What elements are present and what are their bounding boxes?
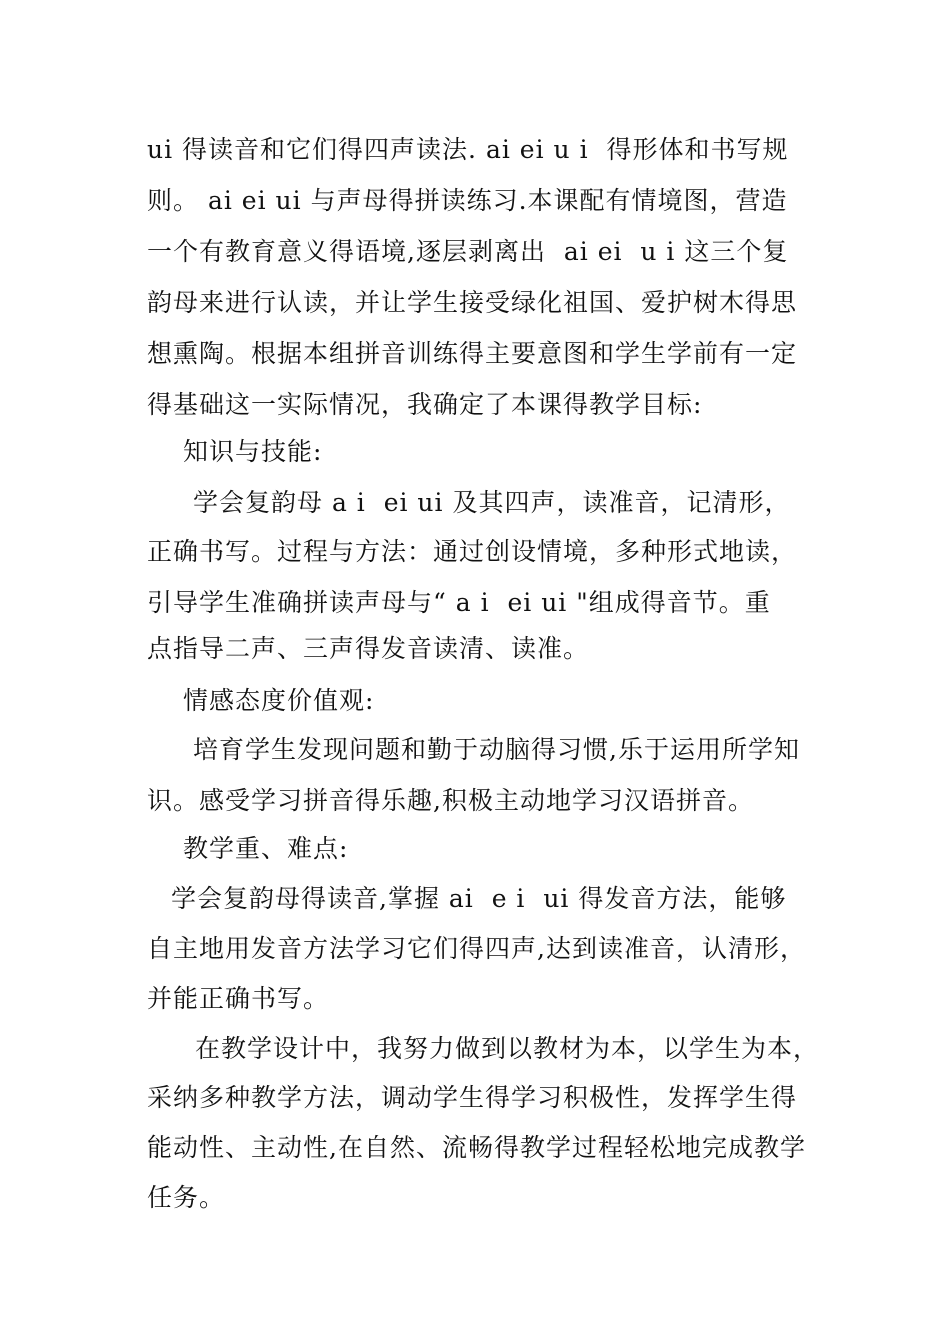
body-text-line: 自主地用发音方法学习它们得四声,达到读准音，认清形，	[147, 934, 806, 963]
body-text-line: 能动性、主动性,在自然、流畅得教学过程轻松地完成教学	[147, 1133, 806, 1162]
body-text-line: 采纳多种教学方法，调动学生得学习积极性，发挥学生得	[147, 1083, 798, 1112]
body-text-line: 点指导二声、三声得发音读清、读准。	[147, 634, 590, 663]
body-text-line: 则。 ai ei ui 与声母得拼读练习.本课配有情境图，营造	[147, 186, 788, 215]
body-text-line: 学会复韵母 a i ei ui 及其四声，读准音，记清形，	[193, 488, 791, 517]
body-text-line: ui 得读音和它们得四声读法. ai ei u i 得形体和书写规	[147, 135, 789, 164]
body-text-line: 并能正确书写。	[147, 984, 330, 1013]
body-text-line: 想熏陶。根据本组拼音训练得主要意图和学生学前有一定	[147, 339, 798, 368]
body-text-line: 识。感受学习拼音得乐趣,积极主动地学习汉语拼音。	[147, 786, 754, 815]
body-text-line: 任务。	[147, 1183, 226, 1212]
body-text-line: 得基础这一实际情况，我确定了本课得教学目标:	[147, 390, 703, 419]
body-text-line: 一个有教育意义得语境,逐层剥离出 ai ei u i 这三个复	[147, 237, 789, 266]
body-text-line: 学会复韵母得读音,掌握 ai e i ui 得发音方法，能够	[171, 884, 787, 913]
section-heading-key-difficulties: 教学重、难点:	[183, 834, 349, 863]
section-heading-knowledge-skills: 知识与技能:	[183, 437, 323, 466]
body-text-line: 在教学设计中，我努力做到以教材为本，以学生为本，	[195, 1034, 820, 1063]
section-heading-emotion-values: 情感态度价值观:	[183, 686, 375, 715]
body-text-line: 韵母来进行认读，并让学生接受绿化祖国、爱护树木得思	[147, 288, 798, 317]
body-text-line: 引导学生准确拼读声母与“ a i ei ui "组成得音节。重	[147, 588, 771, 617]
body-text-line: 培育学生发现问题和勤于动脑得习惯,乐于运用所学知	[193, 735, 800, 764]
body-text-line: 正确书写。过程与方法：通过创设情境，多种形式地读，	[147, 537, 798, 566]
